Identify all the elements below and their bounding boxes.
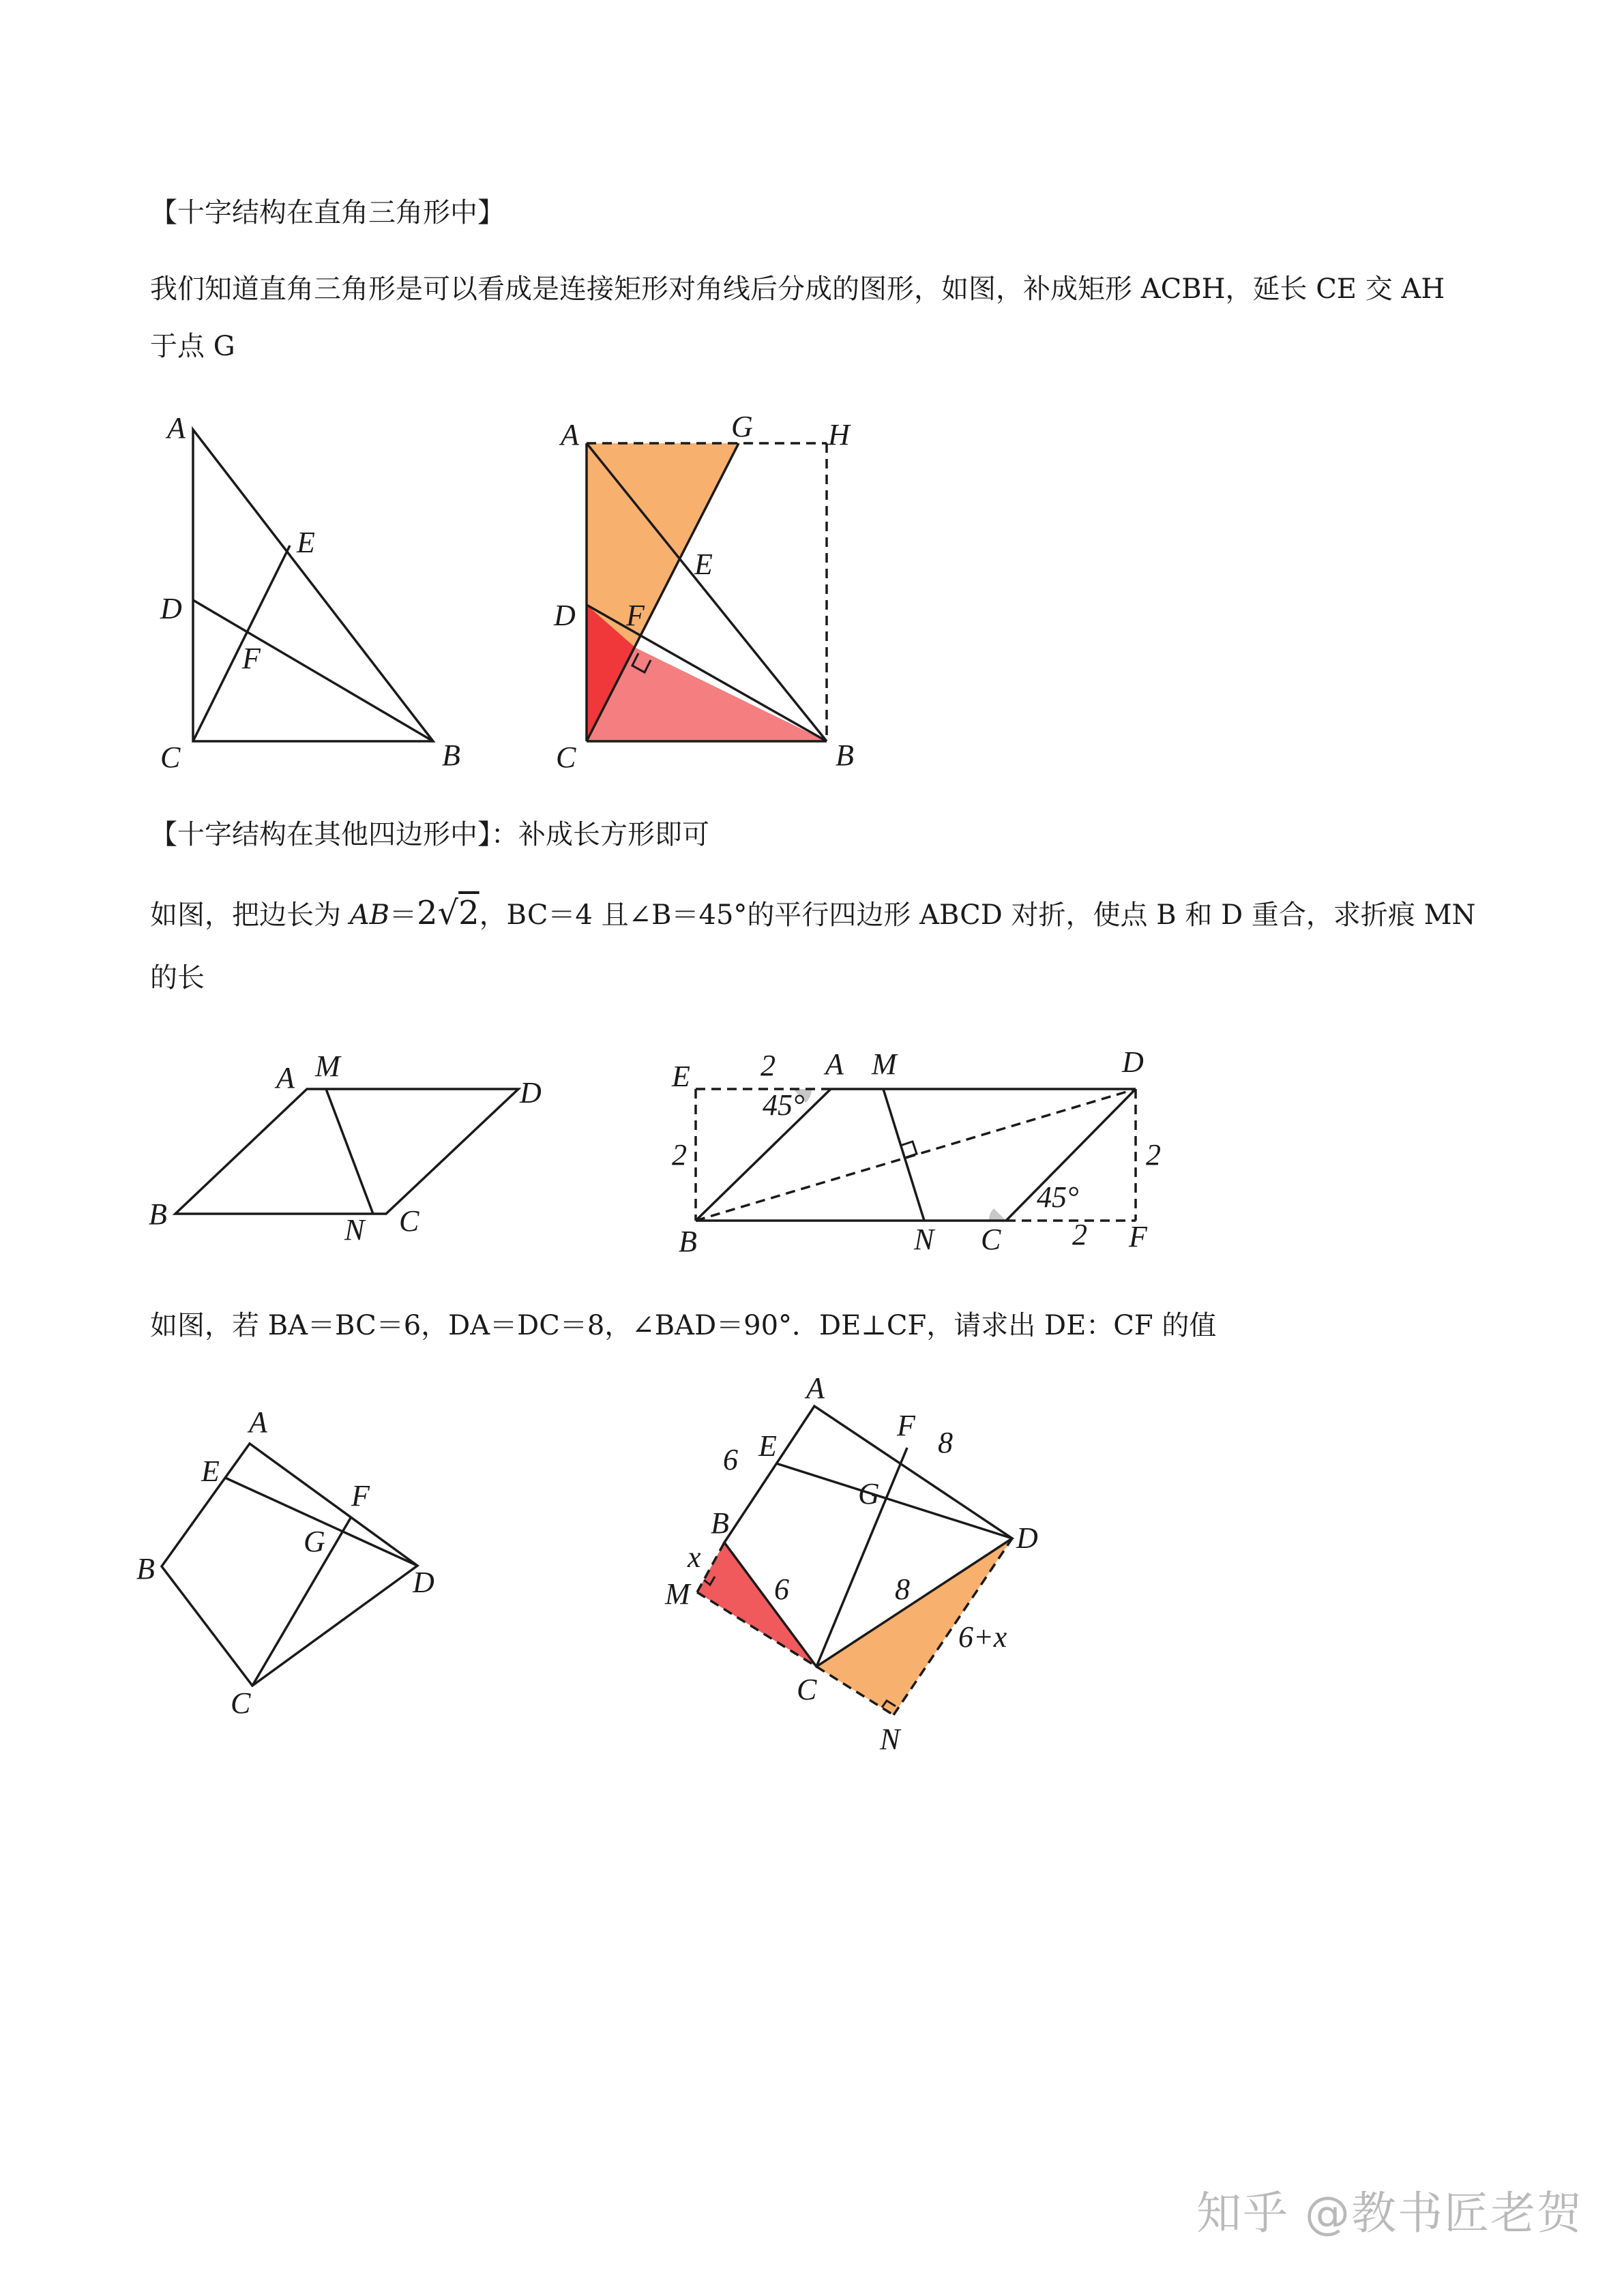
segment-ed [776, 1463, 1012, 1538]
problem1-ab: AB [349, 899, 389, 931]
problem1-post: ，BC＝4 且∠B＝45°的平行四边形 ABCD 对折，使点 B 和 D 重合，求折痕 MN [479, 899, 1476, 931]
label-a: A [249, 1405, 267, 1439]
length-cd: 8 [895, 1572, 910, 1606]
length-bm-x: x [688, 1540, 701, 1574]
figure-right-triangle [150, 402, 477, 784]
label-e: E [297, 526, 315, 559]
label-c: C [231, 1686, 251, 1720]
label-d: D [1122, 1045, 1144, 1079]
length-ae: 6 [723, 1443, 738, 1476]
label-g: G [858, 1477, 880, 1510]
label-c: C [160, 741, 181, 774]
segment-ce [193, 546, 290, 741]
section2-heading-tail: ：补成长方形即可 [491, 819, 709, 850]
label-g: G [731, 410, 753, 443]
problem1-eq: ＝ [389, 899, 417, 931]
label-b: B [442, 739, 460, 772]
segment-cf [252, 1518, 351, 1686]
angle-45-shade-bottom [989, 1208, 1006, 1221]
kite-abcd [162, 1444, 417, 1686]
sqrt-expression: 2√2 [417, 894, 479, 932]
label-a: A [806, 1371, 825, 1405]
sqrt-radicand: 2 [458, 894, 479, 932]
label-m: M [665, 1577, 690, 1611]
label-b: B [836, 739, 854, 772]
figure-kite [130, 1405, 457, 1732]
label-c: C [797, 1673, 817, 1706]
label-c: C [399, 1204, 419, 1238]
label-f: F [626, 599, 645, 632]
length-af: 8 [938, 1426, 953, 1459]
section1-paragraph-line2: 于点 G [150, 331, 235, 362]
label-n: N [880, 1723, 900, 1756]
label-f: F [897, 1409, 915, 1442]
label-e: E [694, 548, 713, 581]
label-d: D [1016, 1521, 1038, 1555]
problem2-text: 如图，若 BA＝BC＝6，DA＝DC＝8，∠BAD＝90°．DE⊥CF，请求出 DE：CF 的值 [150, 1310, 1217, 1341]
label-m: M [315, 1049, 340, 1083]
figure-parallelogram-rectangle [655, 1037, 1173, 1268]
figure-kite-completed [655, 1371, 1078, 1759]
segment-mn [326, 1089, 373, 1214]
section2-heading [150, 818, 709, 851]
triangle-acb [193, 430, 433, 741]
label-f: F [351, 1479, 370, 1512]
label-b: B [679, 1225, 697, 1258]
parallelogram-abcd [175, 1089, 518, 1214]
label-c: C [981, 1223, 1001, 1256]
label-a: A [276, 1061, 295, 1094]
label-a: A [825, 1047, 844, 1081]
label-e: E [201, 1455, 220, 1488]
label-m: M [872, 1047, 897, 1081]
section1-paragraph-line1: 我们知道直角三角形是可以看成是连接矩形对角线后分成的图形，如图，补成矩形 ACBH，延长 CE 交 AH [150, 273, 1445, 305]
label-c: C [556, 741, 576, 774]
label-d: D [413, 1566, 434, 1599]
label-g: G [304, 1525, 325, 1558]
label-e: E [672, 1060, 690, 1093]
figure-completed-rectangle [546, 402, 873, 784]
label-b: B [149, 1197, 167, 1231]
section2-heading-title: 【十字结构在其他四边形中】 [150, 819, 491, 850]
length-eb: 2 [672, 1138, 687, 1172]
label-d: D [160, 592, 182, 625]
angle-label-top: 45° [763, 1088, 805, 1122]
label-n: N [914, 1223, 934, 1256]
label-b: B [711, 1506, 729, 1540]
angle-label-bottom: 45° [1037, 1180, 1079, 1214]
label-n: N [344, 1213, 365, 1247]
problem1-line1 [150, 894, 1476, 932]
label-h: H [828, 418, 850, 451]
label-b: B [136, 1552, 155, 1585]
watermark: 知乎 @教书匠老贺 [1196, 2187, 1583, 2239]
label-e: E [758, 1429, 777, 1463]
section1-heading: 【十字结构在直角三角形中】 [150, 197, 505, 228]
label-f: F [1129, 1220, 1147, 1253]
label-d: D [554, 599, 576, 632]
segment-mn [883, 1089, 924, 1221]
length-dn: 6+x [958, 1620, 1007, 1654]
label-a: A [167, 411, 186, 445]
problem1-pre: 如图，把边长为 [150, 899, 350, 931]
sqrt-coefficient: 2 [417, 894, 438, 932]
label-a: A [561, 418, 579, 451]
length-df: 2 [1146, 1138, 1161, 1172]
figure-parallelogram [143, 1037, 566, 1255]
length-bc: 6 [774, 1572, 789, 1606]
label-f: F [242, 642, 261, 675]
length-cf: 2 [1072, 1218, 1087, 1251]
problem1-line2: 的长 [150, 962, 205, 994]
length-ea: 2 [761, 1049, 776, 1082]
label-d: D [520, 1076, 542, 1109]
